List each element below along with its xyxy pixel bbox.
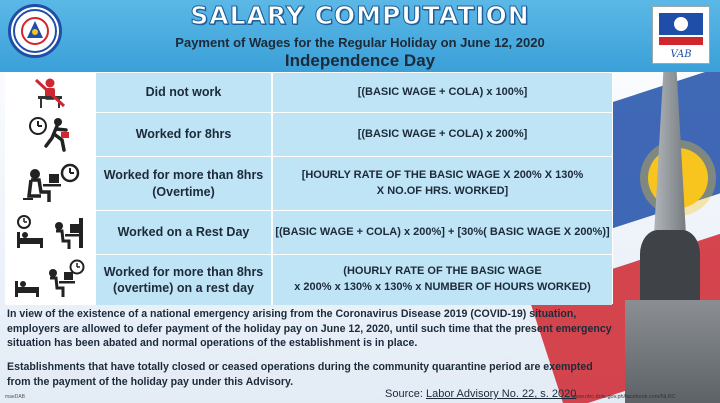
desk-clock-icon <box>6 157 96 210</box>
table-row <box>6 255 612 305</box>
formula-cell: [(BASIC WAGE + COLA) x 200%] + [30%( BASIC WAGE X 200%)] <box>273 211 612 254</box>
formula-cell: [(BASIC WAGE + COLA) x 200%] <box>273 113 612 156</box>
formula-cell <box>273 157 612 210</box>
covid-deferral-note: In view of the existence of a national emergency arising from the Coronavirus Disease 2019 (COVID-19) situation, employers are allowed to defer payment of the holiday pay on June 12, 2020, until such time that the present emergency situation has been abated and normal operations of the establishment is in place. <box>7 308 612 350</box>
bed-desk-icon <box>6 211 96 254</box>
salary-table <box>5 72 613 304</box>
monument-statue <box>640 230 700 310</box>
formula-cell: [(BASIC WAGE + COLA) x 100%] <box>273 73 612 112</box>
condition-cell: Worked for 8hrs <box>96 113 273 156</box>
source-citation <box>385 388 576 400</box>
nlrc-logo-icon <box>652 6 710 64</box>
condition-cell: Did not work <box>96 73 273 112</box>
header-banner <box>0 0 720 72</box>
running-clock-icon <box>6 113 96 156</box>
footer-website[interactable]: www.nlrc.dole.gov.ph/facebook.com/NLRC <box>572 394 676 400</box>
source-link[interactable]: Labor Advisory No. 22, s. 2020 <box>425 388 577 400</box>
condition-cell: Worked on a Rest Day <box>96 211 273 254</box>
formula-cell <box>273 255 612 305</box>
table-row <box>6 157 612 211</box>
condition-cell <box>96 255 273 305</box>
formula-line: x 200% x 130% x 130% x NUMBER OF HOURS WORKED) <box>294 281 591 293</box>
formula-line: X NO.OF HRS. WORKED] <box>376 184 509 197</box>
page-subtitle: Payment of Wages for the Regular Holiday on June 12, 2020 <box>175 35 545 50</box>
source-prefix: Source: <box>385 388 426 400</box>
footer-credit: maeDAB <box>5 394 26 400</box>
table-row <box>6 73 612 113</box>
formula-line: (HOURLY RATE OF THE BASIC WAGE <box>343 265 542 278</box>
holiday-name: Independence Day <box>284 51 436 70</box>
advisory-notes <box>0 304 720 403</box>
vab-logo-text: VAB <box>670 49 692 60</box>
condition-cell <box>96 157 273 210</box>
dole-seal-icon <box>8 4 62 58</box>
table-row <box>6 211 612 255</box>
bed-desk-clock-icon <box>6 255 96 305</box>
no-work-icon <box>6 73 96 112</box>
condition-line: (overtime) on a rest day <box>112 281 254 295</box>
condition-line: (Overtime) <box>152 184 215 199</box>
page-title: SALARY COMPUTATION <box>190 1 530 30</box>
condition-line: Worked for more than 8hrs <box>103 168 264 183</box>
formula-line: [HOURLY RATE OF THE BASIC WAGE X 200% X 130% <box>301 168 584 181</box>
exemption-note: Establishments that have totally closed or ceased operations during the community quarantine period are exempted from the payment of the holiday pay under this Advisory. <box>7 361 593 388</box>
table-row <box>6 113 612 157</box>
condition-line: Worked for more than 8hrs <box>103 264 264 279</box>
